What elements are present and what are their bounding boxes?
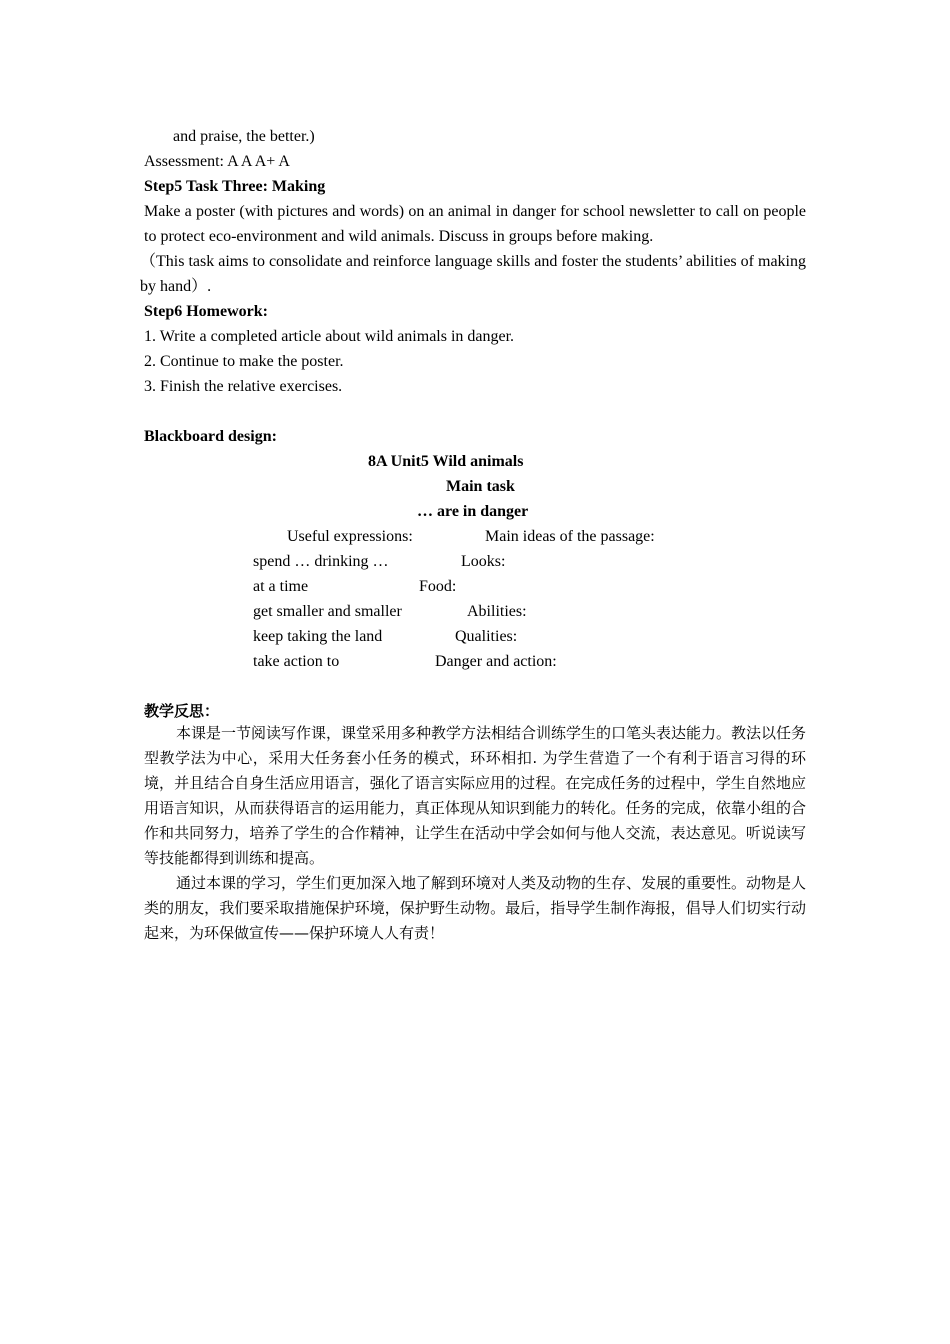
useful-expressions-header: Useful expressions: bbox=[287, 528, 413, 545]
expression-item: keep taking the land bbox=[253, 628, 383, 645]
main-idea-item: Danger and action: bbox=[435, 653, 557, 670]
step5-note: （This task aims to consolidate and reinforce language skills and foster the students’ abilities of making by hand）. bbox=[140, 253, 806, 295]
main-idea-item: Abilities: bbox=[467, 603, 527, 620]
step5-paragraph: Make a poster (with pictures and words) on an animal in danger for school newsletter to call on people to protect eco-environment and wild animals. Discuss in groups before making. bbox=[144, 203, 806, 245]
homework-item: 1. Write a completed article about wild animals in danger. bbox=[144, 328, 515, 345]
homework-item: 3. Finish the relative exercises. bbox=[144, 378, 343, 395]
main-ideas-header: Main ideas of the passage: bbox=[485, 528, 655, 545]
reflection-heading: 教学反思： bbox=[144, 702, 220, 720]
step5-heading: Step5 Task Three: Making bbox=[144, 178, 326, 195]
expression-item: at a time bbox=[253, 578, 309, 595]
blackboard-topic: … are in danger bbox=[417, 503, 529, 520]
expression-item: take action to bbox=[253, 653, 340, 670]
reflection-paragraph-2: 通过本课的学习，学生们更加深入地了解到环境对人类及动物的生存、发展的重要性。动物是人类的朋友，我们要采取措施保护环境，保护野生动物。最后，指导学生制作海报，倡导人们切实行动起来，为环保做宣传——保护环境人人有责！ bbox=[144, 874, 807, 942]
homework-item: 2. Continue to make the poster. bbox=[144, 353, 344, 370]
blackboard-title: 8A Unit5 Wild animals bbox=[368, 453, 524, 470]
expression-item: get smaller and smaller bbox=[253, 603, 402, 620]
blackboard-heading: Blackboard design: bbox=[144, 428, 277, 445]
expression-item: spend … drinking … bbox=[253, 553, 389, 570]
reflection-paragraph-1: 本课是一节阅读写作课，课堂采用多种教学方法相结合训练学生的口笔头表达能力。教法以任务型教学法为中心，采用大任务套小任务的模式，环环相扣. 为学生营造了一个有利于语言习得的环境，并且结合自身生活应用语言，强化了语言实际应用的过程。在完成任务的过程中，学生自然地应用语言知识，从而获得语言的运用能力，真正体现从知识到能力的转化。任务的完成，依靠小组的合作和共同努力，培养了学生的合作精神，让学生在活动中学会如何与他人交流，表达意见。听说读写等技能都得到训练和提高。 bbox=[144, 724, 807, 867]
assessment-line: Assessment: A A A+ A bbox=[144, 153, 290, 170]
step6-heading: Step6 Homework: bbox=[144, 303, 268, 320]
continuation-text: and praise, the better.) bbox=[173, 128, 315, 145]
main-idea-item: Looks: bbox=[461, 553, 506, 570]
main-idea-item: Food: bbox=[419, 578, 457, 595]
main-idea-item: Qualities: bbox=[455, 628, 518, 645]
blackboard-subtitle: Main task bbox=[446, 478, 515, 495]
